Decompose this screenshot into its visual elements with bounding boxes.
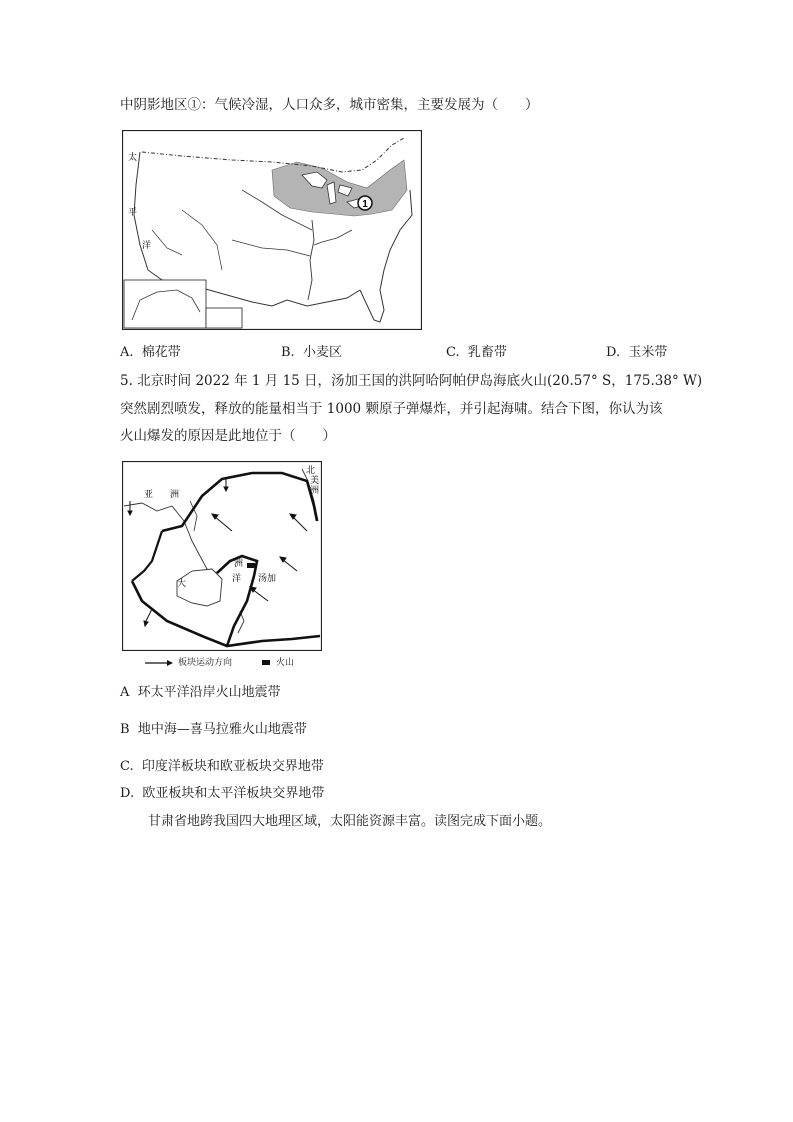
option-text: 欧亚板块和太平洋板块交界地带 xyxy=(142,786,325,801)
option-label: A. xyxy=(120,345,134,360)
option-text: 棉花带 xyxy=(141,345,181,360)
q4-option-b[interactable] xyxy=(281,343,342,363)
legend-volcano-text: 火山 xyxy=(276,658,295,668)
option-label: D. xyxy=(120,786,135,801)
legend-arrow-text: 板块运动方向 xyxy=(178,658,233,668)
oceania-label-char-2: 洋 xyxy=(232,574,242,584)
ocean-label-char-3: 洋 xyxy=(142,241,152,251)
tonga-volcano-icon xyxy=(247,563,255,568)
ocean-label-char-2: 平 xyxy=(128,208,138,218)
legend-volcano-icon xyxy=(262,660,270,665)
option-text: 乳畜带 xyxy=(467,345,507,360)
option-text: 地中海—喜马拉雅火山地震带 xyxy=(137,722,307,737)
next-section-intro: 甘肃省地跨我国四大地理区域，太阳能资源丰富。读图完成下面小题。 xyxy=(148,814,552,829)
north-america-label-char-2: 美 xyxy=(310,476,320,486)
option-label: C. xyxy=(120,759,134,774)
north-america-label-char-1: 北 xyxy=(306,466,316,476)
option-text: 小麦区 xyxy=(302,345,342,360)
asia-label-char-2: 洲 xyxy=(170,490,180,500)
option-text: 环太平洋沿岸火山地震带 xyxy=(137,685,281,700)
option-text: 玉米带 xyxy=(628,345,668,360)
q4-option-d[interactable] xyxy=(606,343,667,363)
us-agriculture-map xyxy=(122,130,422,330)
asia-label-char-1: 亚 xyxy=(144,490,154,500)
option-text: 印度洋板块和欧亚板块交界地带 xyxy=(141,759,324,774)
q4-option-a[interactable] xyxy=(120,343,181,363)
option-label: D. xyxy=(606,345,621,360)
q5-option-b[interactable] xyxy=(120,720,307,740)
q4-stem: 中阴影地区①：气候冷湿，人口众多，城市密集，主要发展为（ ） xyxy=(120,97,539,113)
q5-stem-line-2: 突然剧烈喷发，释放的能量相当于 1000 颗原子弹爆炸，并引起海啸。结合下图，你认为该 xyxy=(120,401,663,417)
north-america-label-char-3: 洲 xyxy=(310,486,320,496)
q5-option-d[interactable] xyxy=(120,784,324,804)
ocean-label-char-1: 太 xyxy=(128,153,138,163)
pacific-plate-map xyxy=(122,461,322,651)
option-label: B xyxy=(120,722,130,737)
oceania-label-char-3: 洲 xyxy=(234,559,244,569)
q5-stem-line-1: 5. 北京时间 2022 年 1 月 15 日，汤加王国的洪阿哈阿帕伊岛海底火山(20.57° S，175.38° W) xyxy=(120,373,703,389)
option-label: C. xyxy=(446,345,460,360)
tonga-label: 汤加 xyxy=(258,574,277,584)
region-1-marker-number: 1 xyxy=(362,199,368,210)
option-label: B. xyxy=(281,345,295,360)
q5-stem-line-3: 火山爆发的原因是此地位于（ ） xyxy=(120,428,336,444)
q5-option-a[interactable] xyxy=(120,683,281,703)
q5-option-c[interactable] xyxy=(120,757,324,777)
option-label: A xyxy=(120,685,130,700)
legend-arrow-icon xyxy=(145,658,173,668)
q4-option-c[interactable] xyxy=(446,343,507,363)
oceania-label-char-1: 大 xyxy=(177,579,187,589)
